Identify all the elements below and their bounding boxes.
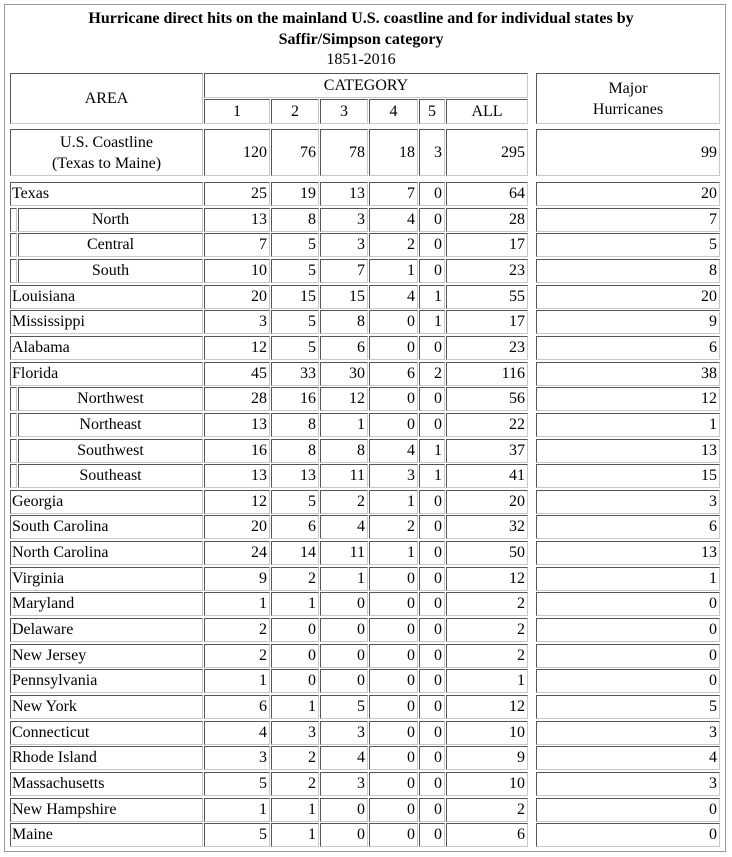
row-cat-4: 0 <box>369 387 418 411</box>
row-major: 7 <box>536 208 720 232</box>
header-cat-4-label: 4 <box>389 102 398 120</box>
table-years: 1851-2016 <box>326 51 396 68</box>
row-all: 23 <box>446 259 528 283</box>
row-cat-4: 0 <box>369 413 418 437</box>
row-all: 12 <box>446 695 528 719</box>
row-cat-4: 7 <box>369 182 418 206</box>
row-cat-3: 0 <box>320 644 368 668</box>
row-cat-4: 0 <box>369 695 418 719</box>
row-all: 17 <box>446 233 528 257</box>
row-all: 2 <box>446 644 528 668</box>
row-cat-5: 0 <box>419 618 445 642</box>
row-major: 5 <box>536 695 720 719</box>
row-all: 41 <box>446 464 528 488</box>
coastline-cat-5: 3 <box>419 129 445 176</box>
row-cat-4: 4 <box>369 439 418 463</box>
row-cat-5: 0 <box>419 746 445 770</box>
row-cat-1: 13 <box>204 464 270 488</box>
header-cat-5-label: 5 <box>428 102 436 120</box>
row-cat-4: 0 <box>369 644 418 668</box>
row-cat-2: 2 <box>271 772 319 796</box>
row-cat-4: 0 <box>369 772 418 796</box>
header-cat-1-label: 1 <box>233 102 241 120</box>
row-cat-1: 5 <box>204 823 270 847</box>
row-major: 3 <box>536 721 720 745</box>
row-all: 2 <box>446 592 528 616</box>
row-cat-1: 24 <box>204 541 270 565</box>
row-all: 64 <box>446 182 528 206</box>
row-cat-1: 1 <box>204 669 270 693</box>
header-cat-3-label: 3 <box>340 102 348 120</box>
row-all: 37 <box>446 439 528 463</box>
row-cat-2: 14 <box>271 541 319 565</box>
row-area-label: South Carolina <box>10 515 203 539</box>
row-area-label: Rhode Island <box>10 746 203 770</box>
row-area-label: Southwest <box>18 439 203 463</box>
row-area-label: Maine <box>10 823 203 847</box>
row-cat-5: 0 <box>419 772 445 796</box>
row-all: 2 <box>446 618 528 642</box>
row-cat-1: 3 <box>204 746 270 770</box>
header-cat-3 <box>320 99 368 124</box>
row-all: 6 <box>446 823 528 847</box>
row-cat-5: 0 <box>419 208 445 232</box>
table-title-line1: Hurricane direct hits on the mainland U.S. coastline and for individual states by <box>88 10 634 27</box>
row-cat-4: 0 <box>369 746 418 770</box>
row-area-label: Massachusetts <box>10 772 203 796</box>
row-cat-1: 1 <box>204 798 270 822</box>
coastline-cat-2: 76 <box>271 129 319 176</box>
header-cat-5 <box>419 99 445 124</box>
header-all-label: ALL <box>471 102 503 120</box>
row-cat-3: 1 <box>320 567 368 591</box>
row-cat-2: 1 <box>271 823 319 847</box>
row-cat-5: 0 <box>419 695 445 719</box>
row-major: 3 <box>536 772 720 796</box>
row-area-label: Georgia <box>10 490 203 514</box>
row-all: 23 <box>446 336 528 360</box>
row-cat-2: 19 <box>271 182 319 206</box>
row-cat-2: 2 <box>271 746 319 770</box>
row-area-label: Southeast <box>18 464 203 488</box>
row-cat-2: 15 <box>271 285 319 309</box>
header-category <box>204 73 528 98</box>
row-cat-4: 0 <box>369 823 418 847</box>
row-cat-4: 4 <box>369 208 418 232</box>
row-major: 6 <box>536 336 720 360</box>
row-cat-4: 6 <box>369 362 418 386</box>
table-title-line2: Saffir/Simpson category <box>278 31 444 48</box>
row-cat-2: 0 <box>271 669 319 693</box>
row-cat-1: 25 <box>204 182 270 206</box>
header-major-line1: Major <box>608 79 648 97</box>
row-cat-3: 30 <box>320 362 368 386</box>
row-cat-3: 0 <box>320 798 368 822</box>
row-cat-1: 13 <box>204 208 270 232</box>
row-cat-5: 1 <box>419 439 445 463</box>
row-cat-2: 1 <box>271 798 319 822</box>
row-area-label: Virginia <box>10 567 203 591</box>
row-cat-3: 8 <box>320 310 368 334</box>
row-cat-3: 3 <box>320 721 368 745</box>
header-major <box>536 73 720 124</box>
row-major: 1 <box>536 413 720 437</box>
row-cat-5: 1 <box>419 464 445 488</box>
row-cat-1: 20 <box>204 285 270 309</box>
row-cat-1: 12 <box>204 336 270 360</box>
row-area-label: Alabama <box>10 336 203 360</box>
row-cat-5: 0 <box>419 413 445 437</box>
row-major: 0 <box>536 644 720 668</box>
row-cat-4: 0 <box>369 669 418 693</box>
row-cat-4: 2 <box>369 233 418 257</box>
header-cat-2-label: 2 <box>291 102 299 120</box>
row-area-label: Northeast <box>18 413 203 437</box>
row-all: 1 <box>446 669 528 693</box>
row-cat-3: 8 <box>320 439 368 463</box>
row-cat-1: 10 <box>204 259 270 283</box>
coastline-cat-3: 78 <box>320 129 368 176</box>
row-indent-cell <box>10 413 17 437</box>
row-cat-2: 1 <box>271 592 319 616</box>
row-cat-5: 0 <box>419 592 445 616</box>
row-cat-1: 13 <box>204 413 270 437</box>
row-indent-cell <box>10 208 17 232</box>
row-major: 0 <box>536 592 720 616</box>
header-area-label: AREA <box>84 89 129 107</box>
row-all: 20 <box>446 490 528 514</box>
coastline-cat-4: 18 <box>369 129 418 176</box>
row-cat-1: 9 <box>204 567 270 591</box>
row-cat-3: 2 <box>320 490 368 514</box>
row-indent-cell <box>10 439 17 463</box>
row-all: 32 <box>446 515 528 539</box>
row-indent-cell <box>10 387 17 411</box>
row-cat-3: 0 <box>320 669 368 693</box>
row-cat-1: 1 <box>204 592 270 616</box>
row-major: 9 <box>536 310 720 334</box>
row-cat-5: 0 <box>419 182 445 206</box>
coastline-cat-1: 120 <box>204 129 270 176</box>
row-cat-4: 2 <box>369 515 418 539</box>
row-major: 0 <box>536 669 720 693</box>
row-cat-5: 0 <box>419 336 445 360</box>
coastline-label-line2: (Texas to Maine) <box>51 154 162 172</box>
row-cat-3: 4 <box>320 515 368 539</box>
row-cat-2: 8 <box>271 413 319 437</box>
row-major: 12 <box>536 387 720 411</box>
coastline-major: 99 <box>536 129 720 176</box>
row-cat-1: 20 <box>204 515 270 539</box>
row-cat-2: 5 <box>271 490 319 514</box>
row-cat-4: 1 <box>369 490 418 514</box>
row-major: 20 <box>536 285 720 309</box>
row-cat-2: 5 <box>271 336 319 360</box>
row-cat-3: 7 <box>320 259 368 283</box>
row-cat-2: 2 <box>271 567 319 591</box>
row-cat-4: 1 <box>369 259 418 283</box>
row-cat-5: 0 <box>419 798 445 822</box>
row-major: 8 <box>536 259 720 283</box>
row-cat-1: 16 <box>204 439 270 463</box>
row-cat-1: 3 <box>204 310 270 334</box>
row-area-label: North <box>18 208 203 232</box>
row-major: 6 <box>536 515 720 539</box>
row-area-label: New Hampshire <box>10 798 203 822</box>
row-cat-1: 2 <box>204 618 270 642</box>
row-cat-4: 0 <box>369 336 418 360</box>
row-cat-4: 0 <box>369 798 418 822</box>
row-major: 5 <box>536 233 720 257</box>
row-cat-4: 0 <box>369 721 418 745</box>
header-category-label: CATEGORY <box>323 76 409 94</box>
row-cat-5: 0 <box>419 644 445 668</box>
row-major: 0 <box>536 823 720 847</box>
row-area-label: Pennsylvania <box>10 669 203 693</box>
row-cat-2: 6 <box>271 515 319 539</box>
row-cat-5: 0 <box>419 515 445 539</box>
row-cat-5: 0 <box>419 567 445 591</box>
row-all: 12 <box>446 567 528 591</box>
row-cat-2: 0 <box>271 618 319 642</box>
row-cat-1: 12 <box>204 490 270 514</box>
row-indent-cell <box>10 464 17 488</box>
row-all: 17 <box>446 310 528 334</box>
row-area-label: Texas <box>10 182 203 206</box>
row-all: 22 <box>446 413 528 437</box>
row-cat-3: 6 <box>320 336 368 360</box>
coastline-label <box>10 129 203 176</box>
coastline-all: 295 <box>446 129 528 176</box>
row-cat-2: 5 <box>271 233 319 257</box>
row-cat-4: 0 <box>369 592 418 616</box>
row-cat-5: 2 <box>419 362 445 386</box>
row-cat-1: 7 <box>204 233 270 257</box>
row-cat-2: 13 <box>271 464 319 488</box>
row-cat-4: 0 <box>369 618 418 642</box>
row-cat-1: 28 <box>204 387 270 411</box>
header-cat-1 <box>204 99 270 124</box>
row-area-label: Florida <box>10 362 203 386</box>
row-cat-1: 45 <box>204 362 270 386</box>
row-cat-5: 0 <box>419 233 445 257</box>
row-cat-3: 11 <box>320 464 368 488</box>
row-indent-cell <box>10 259 17 283</box>
row-cat-2: 5 <box>271 310 319 334</box>
row-cat-3: 0 <box>320 592 368 616</box>
row-cat-3: 4 <box>320 746 368 770</box>
row-cat-5: 1 <box>419 285 445 309</box>
row-cat-3: 1 <box>320 413 368 437</box>
row-major: 13 <box>536 541 720 565</box>
row-cat-1: 2 <box>204 644 270 668</box>
header-cat-4 <box>369 99 418 124</box>
row-cat-2: 1 <box>271 695 319 719</box>
row-cat-4: 4 <box>369 285 418 309</box>
row-cat-3: 3 <box>320 772 368 796</box>
row-area-label: Maryland <box>10 592 203 616</box>
row-all: 10 <box>446 721 528 745</box>
row-cat-3: 0 <box>320 823 368 847</box>
row-cat-5: 0 <box>419 490 445 514</box>
row-major: 0 <box>536 798 720 822</box>
row-all: 2 <box>446 798 528 822</box>
row-major: 0 <box>536 618 720 642</box>
row-cat-5: 0 <box>419 823 445 847</box>
row-area-label: Mississippi <box>10 310 203 334</box>
row-cat-2: 5 <box>271 259 319 283</box>
row-cat-3: 11 <box>320 541 368 565</box>
row-major: 15 <box>536 464 720 488</box>
row-all: 116 <box>446 362 528 386</box>
row-all: 28 <box>446 208 528 232</box>
row-cat-2: 0 <box>271 644 319 668</box>
row-cat-1: 4 <box>204 721 270 745</box>
row-cat-3: 15 <box>320 285 368 309</box>
row-cat-2: 16 <box>271 387 319 411</box>
row-cat-5: 1 <box>419 310 445 334</box>
row-cat-3: 3 <box>320 233 368 257</box>
row-major: 38 <box>536 362 720 386</box>
row-all: 55 <box>446 285 528 309</box>
row-cat-3: 12 <box>320 387 368 411</box>
row-area-label: Delaware <box>10 618 203 642</box>
row-area-label: New Jersey <box>10 644 203 668</box>
row-cat-5: 0 <box>419 259 445 283</box>
row-cat-2: 33 <box>271 362 319 386</box>
row-cat-1: 5 <box>204 772 270 796</box>
row-area-label: Connecticut <box>10 721 203 745</box>
row-cat-3: 0 <box>320 618 368 642</box>
row-cat-4: 1 <box>369 541 418 565</box>
row-area-label: New York <box>10 695 203 719</box>
row-major: 4 <box>536 746 720 770</box>
row-major: 1 <box>536 567 720 591</box>
row-cat-5: 0 <box>419 541 445 565</box>
coastline-label-line1: U.S. Coastline <box>60 133 153 151</box>
row-cat-3: 5 <box>320 695 368 719</box>
row-cat-2: 8 <box>271 208 319 232</box>
row-cat-5: 0 <box>419 721 445 745</box>
row-indent-cell <box>10 233 17 257</box>
row-cat-2: 8 <box>271 439 319 463</box>
header-all <box>446 99 528 124</box>
row-cat-4: 0 <box>369 567 418 591</box>
row-area-label: North Carolina <box>10 541 203 565</box>
row-major: 13 <box>536 439 720 463</box>
row-cat-5: 0 <box>419 387 445 411</box>
header-cat-2 <box>271 99 319 124</box>
row-all: 56 <box>446 387 528 411</box>
row-major: 3 <box>536 490 720 514</box>
row-area-label: Northwest <box>18 387 203 411</box>
row-cat-2: 3 <box>271 721 319 745</box>
row-area-label: Central <box>18 233 203 257</box>
row-cat-5: 0 <box>419 669 445 693</box>
row-cat-4: 0 <box>369 310 418 334</box>
row-all: 9 <box>446 746 528 770</box>
row-area-label: South <box>18 259 203 283</box>
row-area-label: Louisiana <box>10 285 203 309</box>
header-major-line2: Hurricanes <box>592 100 664 118</box>
row-cat-3: 3 <box>320 208 368 232</box>
row-cat-4: 3 <box>369 464 418 488</box>
row-all: 10 <box>446 772 528 796</box>
header-area <box>10 73 203 124</box>
row-cat-1: 6 <box>204 695 270 719</box>
row-all: 50 <box>446 541 528 565</box>
row-major: 20 <box>536 182 720 206</box>
row-cat-3: 13 <box>320 182 368 206</box>
